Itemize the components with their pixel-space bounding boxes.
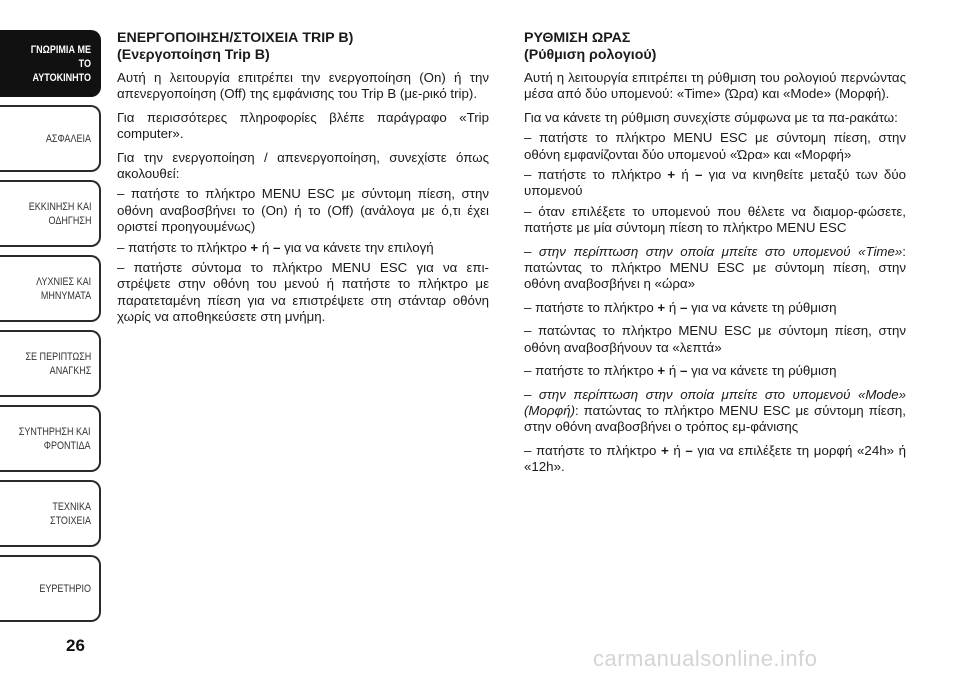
tab-label: ΕΥΡΕΤΗΡΙΟ bbox=[39, 582, 91, 595]
plus-key: + bbox=[667, 167, 676, 183]
text: ή bbox=[665, 363, 680, 379]
subtitle-line: (Ρύθμιση ρολογιού) bbox=[524, 47, 657, 63]
paragraph: – όταν επιλέξετε το υπομενού που θέλετε να διαμορ-φώσετε, πατήστε με μία σύντομη πίεση το πλήκτρο MENU ESC bbox=[524, 203, 906, 236]
tab-label: ΣΕ ΠΕΡΙΠΤΩΣΗ ΑΝΑΓΚΗΣ bbox=[25, 350, 91, 377]
paragraph: Αυτή η λειτουργία επιτρέπει την ενεργοποίηση (On) ή την απενεργοποίηση (Off) της εμφάνισης του Trip B (με-ρικό trip). bbox=[117, 70, 489, 102]
section-title-trip-b bbox=[117, 30, 489, 64]
tab-label: ΤΕΧΝΙΚΑ ΣΤΟΙΧΕΙΑ bbox=[49, 500, 91, 527]
paragraph bbox=[524, 167, 906, 200]
minus-key: – bbox=[679, 363, 688, 379]
tab-label: ΛΥΧΝΙΕΣ ΚΑΙ ΜΗΝΥΜΑΤΑ bbox=[35, 275, 91, 302]
tab-maintenance[interactable] bbox=[0, 405, 101, 472]
text: : πατώντας το πλήκτρο MENU ESC με σύντομη πίεση, στην οθόνη αναβοσβήνει η «ώρα» bbox=[524, 243, 906, 292]
page-number: 26 bbox=[66, 636, 85, 655]
paragraph: – πατήστε το πλήκτρο MENU ESC με σύντομη πίεση, στην οθόνη αναβοσβήνει το (On) ή το (Off) (ανάλογα με ό,τι έχει οριστεί προηγουμένως) bbox=[117, 186, 489, 235]
section-title-clock bbox=[524, 30, 906, 64]
text: – πατήστε το πλήκτρο bbox=[524, 363, 658, 379]
plus-key: + bbox=[250, 239, 259, 255]
paragraph bbox=[524, 387, 906, 436]
tab-warning-lights[interactable] bbox=[0, 255, 101, 322]
paragraph bbox=[524, 300, 906, 316]
minus-key: – bbox=[694, 167, 703, 183]
tab-label: ΓΝΩΡΙΜΙΑ ΜΕ ΤΟ ΑΥΤΟΚΙΝΗΤΟ bbox=[30, 43, 91, 84]
paragraph: – πατήστε το πλήκτρο MENU ESC με σύντομη πίεση, στην οθόνη εμφανίζονται δύο υπομενού «Ώρα» και «Μορφή» bbox=[524, 130, 906, 162]
paragraph bbox=[524, 244, 906, 293]
tab-getting-to-know-car[interactable] bbox=[0, 30, 101, 97]
tab-safety[interactable] bbox=[0, 105, 101, 172]
text: για να κάνετε τη ρύθμιση bbox=[687, 363, 837, 379]
text: για να κάνετε την επιλογή bbox=[280, 239, 434, 255]
tab-index[interactable] bbox=[0, 555, 101, 622]
tab-label: ΣΥΝΤΗΡΗΣΗ ΚΑΙ ΦΡΟΝΤΙΔΑ bbox=[19, 425, 91, 452]
tab-label: ΕΚΚΙΝΗΣΗ ΚΑΙ ΟΔΗΓΗΣΗ bbox=[28, 200, 91, 227]
tab-starting-driving[interactable] bbox=[0, 180, 101, 247]
tab-technical-data[interactable] bbox=[0, 480, 101, 547]
text: – πατήστε το πλήκτρο bbox=[117, 239, 251, 255]
italic-text: – στην περίπτωση στην οποία μπείτε στο υπομενού «Mode» (Μορφή) bbox=[524, 386, 906, 418]
plus-key: + bbox=[657, 299, 666, 315]
text: – πατήστε το πλήκτρο bbox=[524, 299, 658, 315]
text: για να επιλέξετε τη μορφή «24h» ή «12h». bbox=[524, 442, 906, 475]
paragraph bbox=[524, 363, 906, 379]
text: ή bbox=[258, 239, 273, 255]
title-line: ΡΥΘΜΙΣΗ ΩΡΑΣ bbox=[524, 30, 631, 46]
watermark: carmanualsonline.info bbox=[593, 646, 818, 671]
minus-key: – bbox=[272, 239, 281, 255]
paragraph: Για να κάνετε τη ρύθμιση συνεχίστε σύμφωνα με τα πα-ρακάτω: bbox=[524, 109, 898, 125]
text: – πατήστε το πλήκτρο bbox=[524, 167, 668, 183]
right-column bbox=[524, 30, 906, 483]
text: : πατώντας το πλήκτρο MENU ESC με σύντομη πίεση, στην οθόνη αναβοσβήνει ο τρόπος εμ-φάνισης bbox=[524, 402, 906, 435]
minus-key: – bbox=[679, 299, 688, 315]
paragraph: Για την ενεργοποίηση / απενεργοποίηση, συνεχίστε όπως ακολουθεί: bbox=[117, 149, 489, 182]
subtitle-line: (Ενεργοποίηση Trip B) bbox=[117, 47, 270, 63]
text: για να κινηθείτε μεταξύ των δύο υπομενού bbox=[524, 167, 906, 199]
minus-key: – bbox=[685, 442, 693, 458]
text: – πατήστε το πλήκτρο bbox=[524, 442, 662, 458]
text: ή bbox=[668, 442, 686, 458]
paragraph: Αυτή η λειτουργία επιτρέπει τη ρύθμιση του ρολογιού περνώντας μέσα από δύο υπομενού: «Time» (Ώρα) και «Mode» (Μορφή). bbox=[524, 70, 906, 102]
text: για να κάνετε τη ρύθμιση bbox=[687, 299, 837, 315]
plus-key: + bbox=[657, 363, 666, 379]
paragraph bbox=[117, 240, 489, 256]
tab-label: ΑΣΦΑΛΕΙΑ bbox=[45, 132, 91, 145]
paragraph: – πατώντας το πλήκτρο MENU ESC με σύντομη πίεση, στην οθόνη αναβοσβήνουν τα «λεπτά» bbox=[524, 323, 906, 355]
left-column bbox=[117, 30, 489, 333]
tab-emergency[interactable] bbox=[0, 330, 101, 397]
paragraph: – πατήστε σύντομα το πλήκτρο MENU ESC για να επι-στρέψετε στην οθόνη του μενού ή πατήστε το πλήκτρο με παρατεταμένη πίεση για να επιστρέψετε στη στάνταρ οθόνη χωρίς να αποθηκεύσετε στη μνήμη. bbox=[117, 260, 489, 325]
paragraph bbox=[524, 443, 906, 476]
text: ή bbox=[665, 299, 680, 315]
plus-key: + bbox=[661, 442, 669, 458]
italic-text: – στην περίπτωση στην οποία μπείτε στο υπομενού «Time» bbox=[524, 243, 903, 259]
text: ή bbox=[675, 167, 695, 183]
paragraph: Για περισσότερες πληροφορίες βλέπε παράγραφο «Trip computer». bbox=[117, 109, 489, 142]
title-line: ΕΝΕΡΓΟΠΟΙΗΣΗ/ΣΤΟΙΧΕΙΑ TRIP B) bbox=[117, 30, 354, 46]
